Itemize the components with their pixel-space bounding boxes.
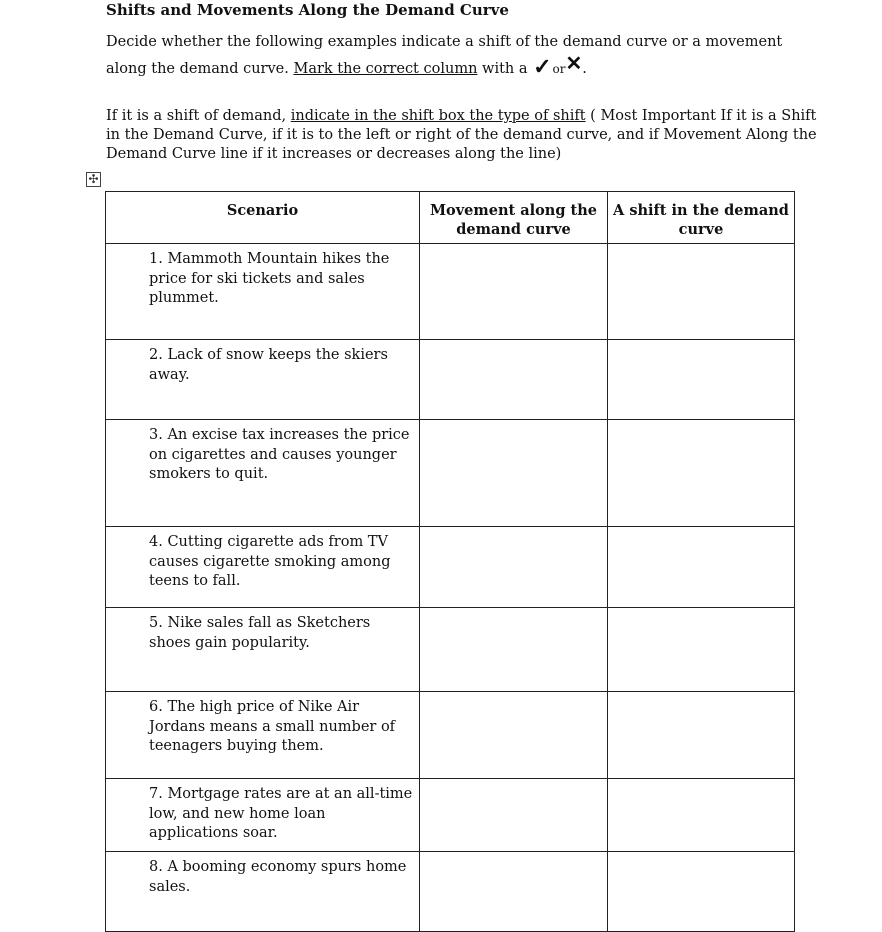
scenario-cell: 3. An excise tax increases the price on cigarettes and causes younger smokers to quit.: [106, 420, 420, 527]
table-row: [106, 527, 795, 608]
table-row: [106, 692, 795, 779]
header-scenario: Scenario: [106, 192, 420, 244]
scenario-cell: 1. Mammoth Mountain hikes the price for ski tickets and sales plummet.: [106, 244, 420, 340]
movement-answer-cell[interactable]: [420, 244, 608, 340]
scenario-cell: 4. Cutting cigarette ads from TV causes cigarette smoking among teens to fall.: [106, 527, 420, 608]
scenario-cell: 5. Nike sales fall as Sketchers shoes gain popularity.: [106, 608, 420, 692]
intro-underlined: Mark the correct column: [293, 61, 478, 77]
shift-answer-cell[interactable]: [608, 527, 795, 608]
table-row: [106, 779, 795, 852]
instructions-paragraph: [106, 107, 826, 164]
intro-paragraph: [106, 29, 826, 83]
table-row: [106, 340, 795, 420]
instructions-text-2: ( Most Important If it is a Shift in the Demand Curve, if it is to the left or right of the demand curve, and if Movement Along the Demand Curve line if it increases or decreases along the line): [106, 108, 817, 162]
intro-or: or: [552, 62, 566, 76]
scenario-cell: 8. A booming economy spurs home sales.: [106, 852, 420, 932]
movement-answer-cell[interactable]: [420, 779, 608, 852]
shift-answer-cell[interactable]: [608, 420, 795, 527]
scenario-table: [105, 191, 795, 932]
header-movement: Movement along the demand curve: [420, 192, 608, 244]
table-row: [106, 244, 795, 340]
movement-answer-cell[interactable]: [420, 692, 608, 779]
intro-text-1: Decide whether the following examples indicate a shift of the demand curve or a movement along the demand curve.: [106, 34, 783, 77]
intro-period: .: [582, 61, 587, 77]
instructions-underlined: indicate in the shift box the type of shift: [290, 108, 586, 124]
scenario-cell: 6. The high price of Nike Air Jordans means a small number of teenagers buying them.: [106, 692, 420, 779]
shift-answer-cell[interactable]: [608, 340, 795, 420]
movement-answer-cell[interactable]: [420, 852, 608, 932]
table-row: [106, 852, 795, 932]
movement-answer-cell[interactable]: [420, 527, 608, 608]
instructions-text-1: If it is a shift of demand,: [106, 108, 291, 124]
movement-answer-cell[interactable]: [420, 608, 608, 692]
shift-answer-cell[interactable]: [608, 244, 795, 340]
shift-answer-cell[interactable]: [608, 692, 795, 779]
scenario-cell: 7. Mortgage rates are at an all-time low, and new home loan applications soar.: [106, 779, 420, 852]
table-header-row: [106, 192, 795, 244]
movement-answer-cell[interactable]: [420, 340, 608, 420]
shift-answer-cell[interactable]: [608, 779, 795, 852]
movement-answer-cell[interactable]: [420, 420, 608, 527]
table-row: [106, 420, 795, 527]
table-row: [106, 608, 795, 692]
shift-answer-cell[interactable]: [608, 852, 795, 932]
table-move-handle-icon[interactable]: ✣: [86, 172, 101, 187]
shift-answer-cell[interactable]: [608, 608, 795, 692]
header-shift: A shift in the demand curve: [608, 192, 795, 244]
page-title: Shifts and Movements Along the Demand Curve: [106, 1, 509, 19]
check-icon: ✓: [533, 54, 552, 80]
x-icon: ✕: [565, 51, 583, 75]
intro-text-2: with a: [477, 61, 533, 77]
scenario-cell: 2. Lack of snow keeps the skiers away.: [106, 340, 420, 420]
